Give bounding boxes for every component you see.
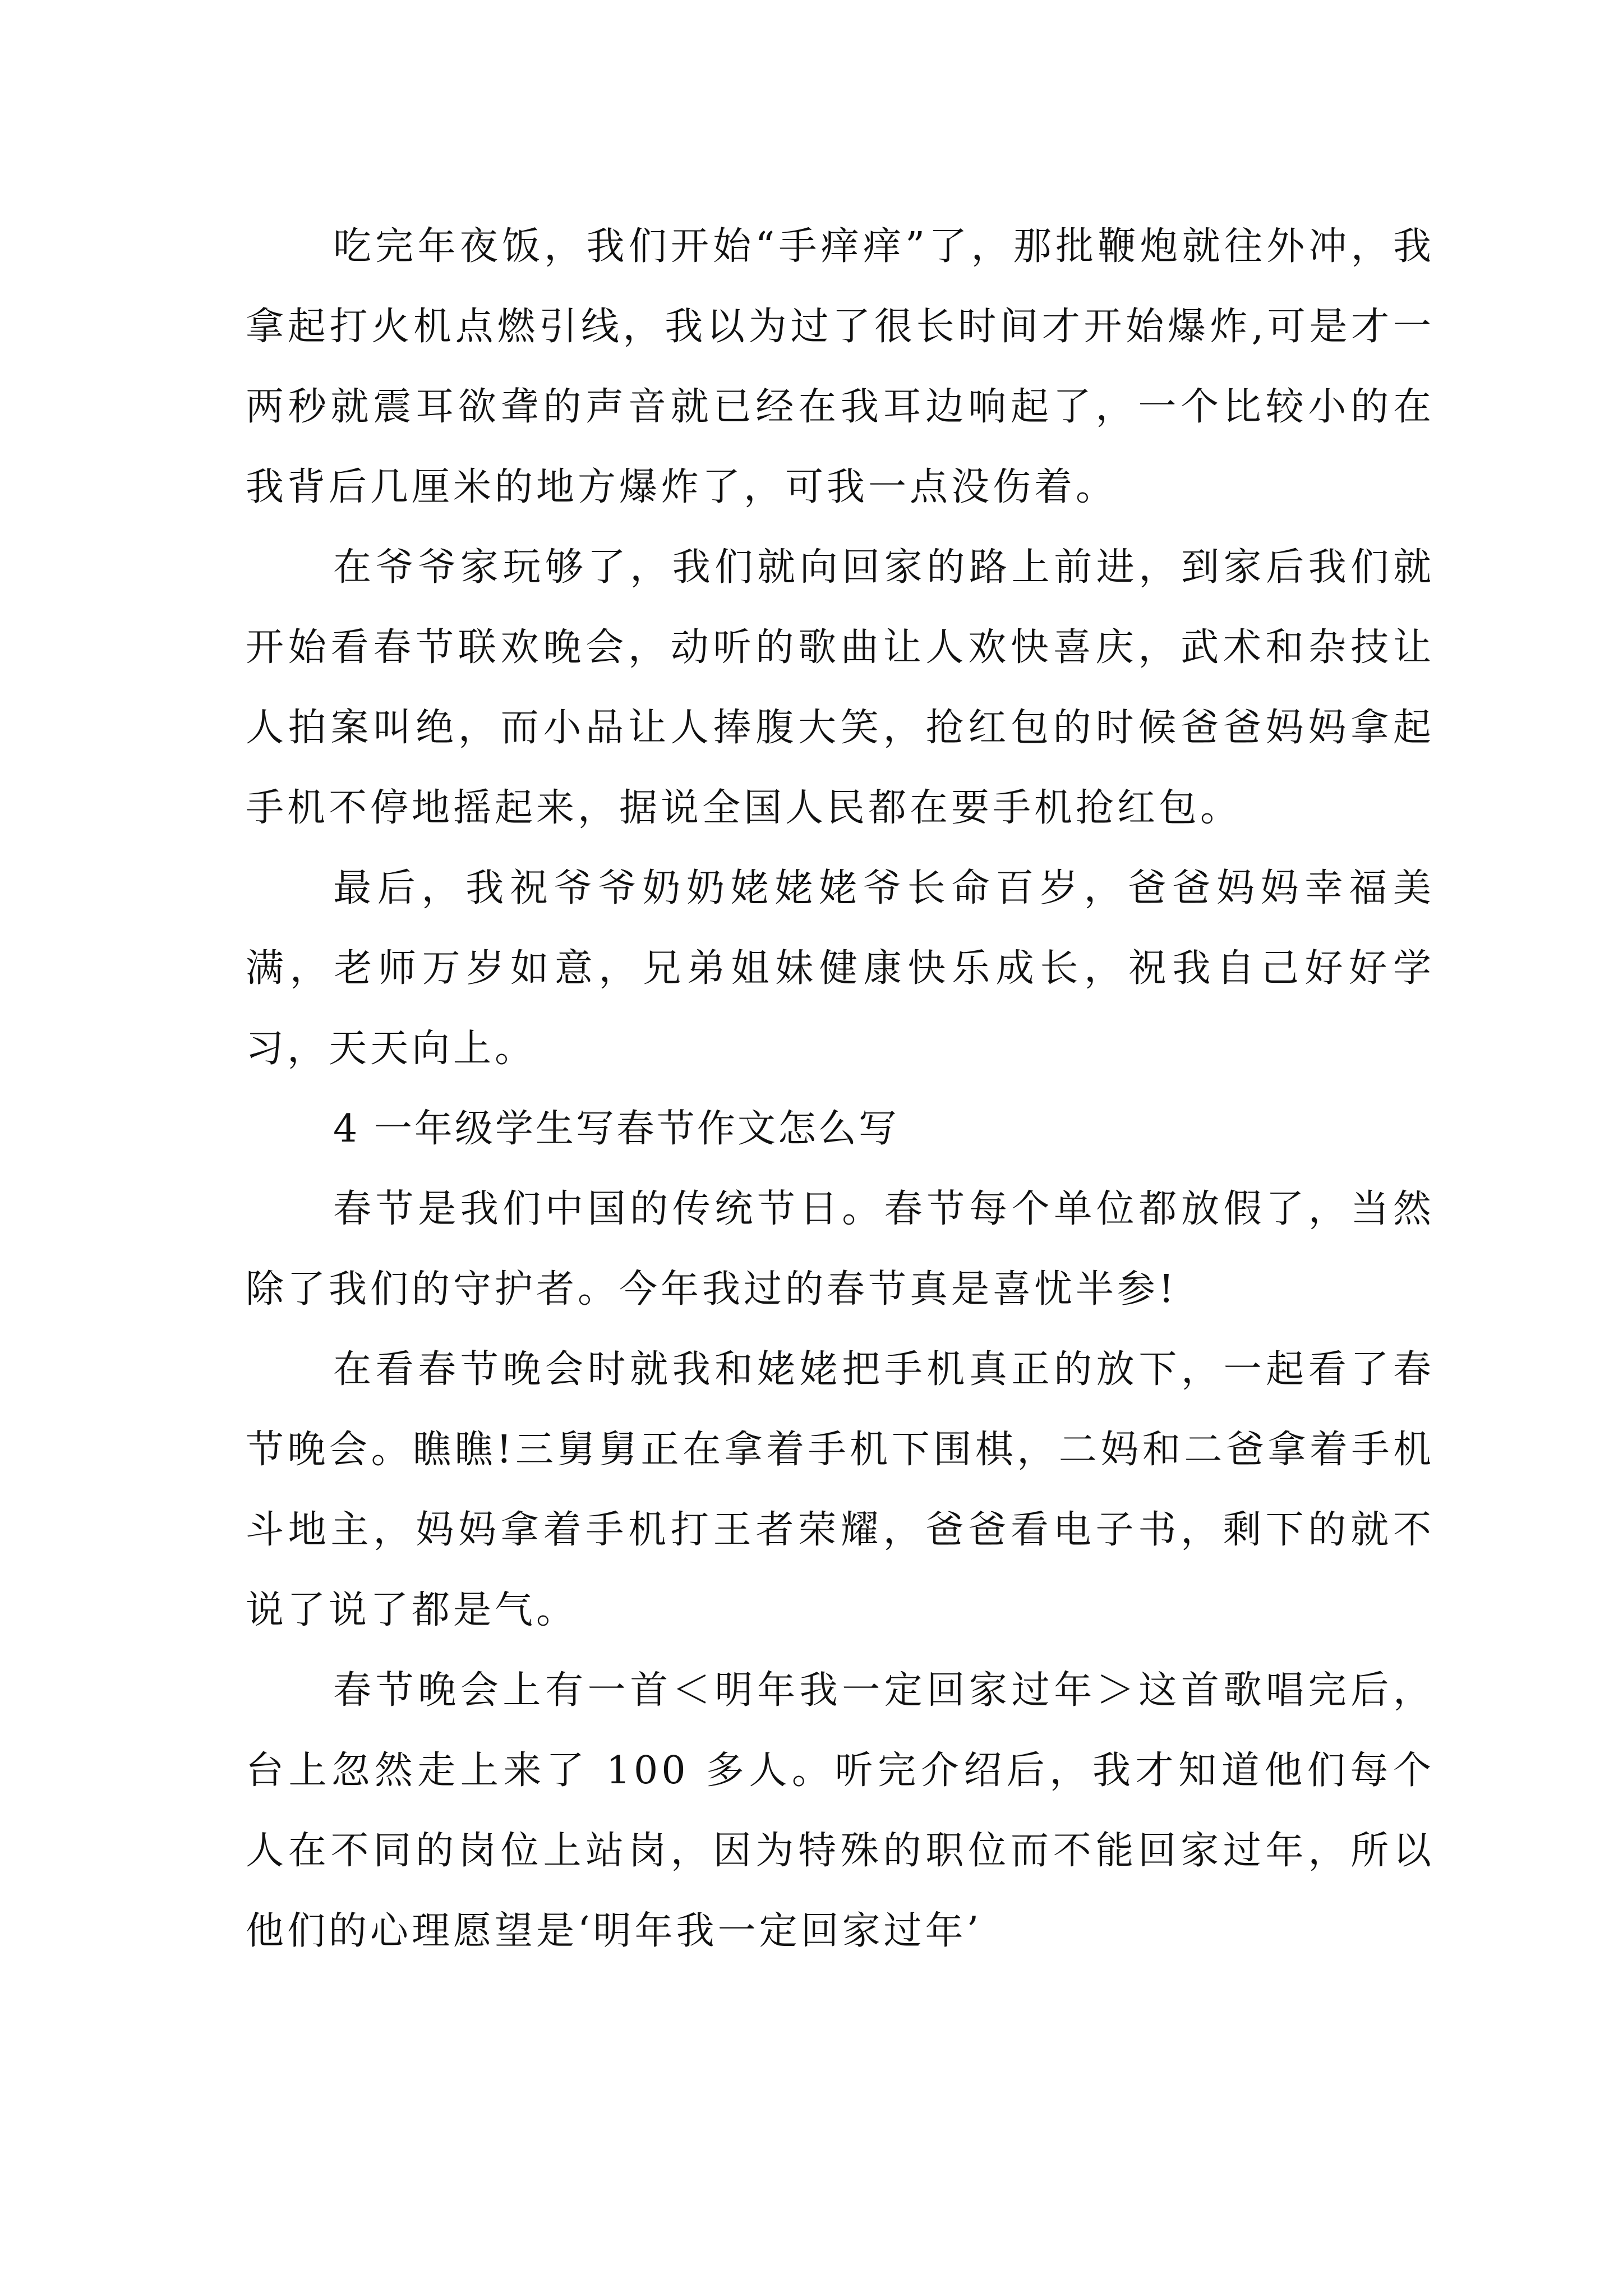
paragraph-phones: 在看春节晚会时就我和姥姥把手机真正的放下，一起看了春节晚会。瞧瞧!三舅舅正在拿着手机下围棋，二妈和二爸拿着手机斗地主，妈妈拿着手机打王者荣耀，爸爸看电子书，剩下的就不说了说了都是气。 bbox=[246, 1347, 1435, 1632]
paragraph-blessings: 最后，我祝爷爷奶奶姥姥姥爷长命百岁，爸爸妈妈幸福美满，老师万岁如意，兄弟姐妹健康快乐成长，祝我自己好好学习，天天向上。 bbox=[246, 866, 1435, 1071]
section-heading: 4 一年级学生写春节作文怎么写 bbox=[333, 1107, 899, 1151]
paragraph-song: 春节晚会上有一首＜明年我一定回家过年＞这首歌唱完后，台上忽然走上来了 100 多人。听完介绍后，我才知道他们每个人在不同的岗位上站岗，因为特殊的职位而不能回家过年，所以他们的心理愿望是‘明年我一定回家过年’ bbox=[246, 1668, 1435, 1953]
document-body bbox=[246, 206, 1435, 1971]
paragraph-firecrackers: 吃完年夜饭，我们开始“手痒痒”了，那批鞭炮就往外冲，我拿起打火机点燃引线，我以为过了很长时间才开始爆炸,可是才一两秒就震耳欲聋的声音就已经在我耳边响起了，一个比较小的在我背后几厘米的地方爆炸了，可我一点没伤着。 bbox=[246, 224, 1435, 509]
paragraph-traditional-festival: 春节是我们中国的传统节日。春节每个单位都放假了，当然除了我们的守护者。今年我过的春节真是喜忧半参! bbox=[246, 1187, 1435, 1312]
paragraph-spring-festival-gala: 在爷爷家玩够了，我们就向回家的路上前进，到家后我们就开始看春节联欢晚会，动听的歌曲让人欢快喜庆，武术和杂技让人拍案叫绝，而小品让人捧腹大笑，抢红包的时候爸爸妈妈拿起手机不停地摇起来，据说全国人民都在要手机抢红包。 bbox=[246, 545, 1435, 830]
